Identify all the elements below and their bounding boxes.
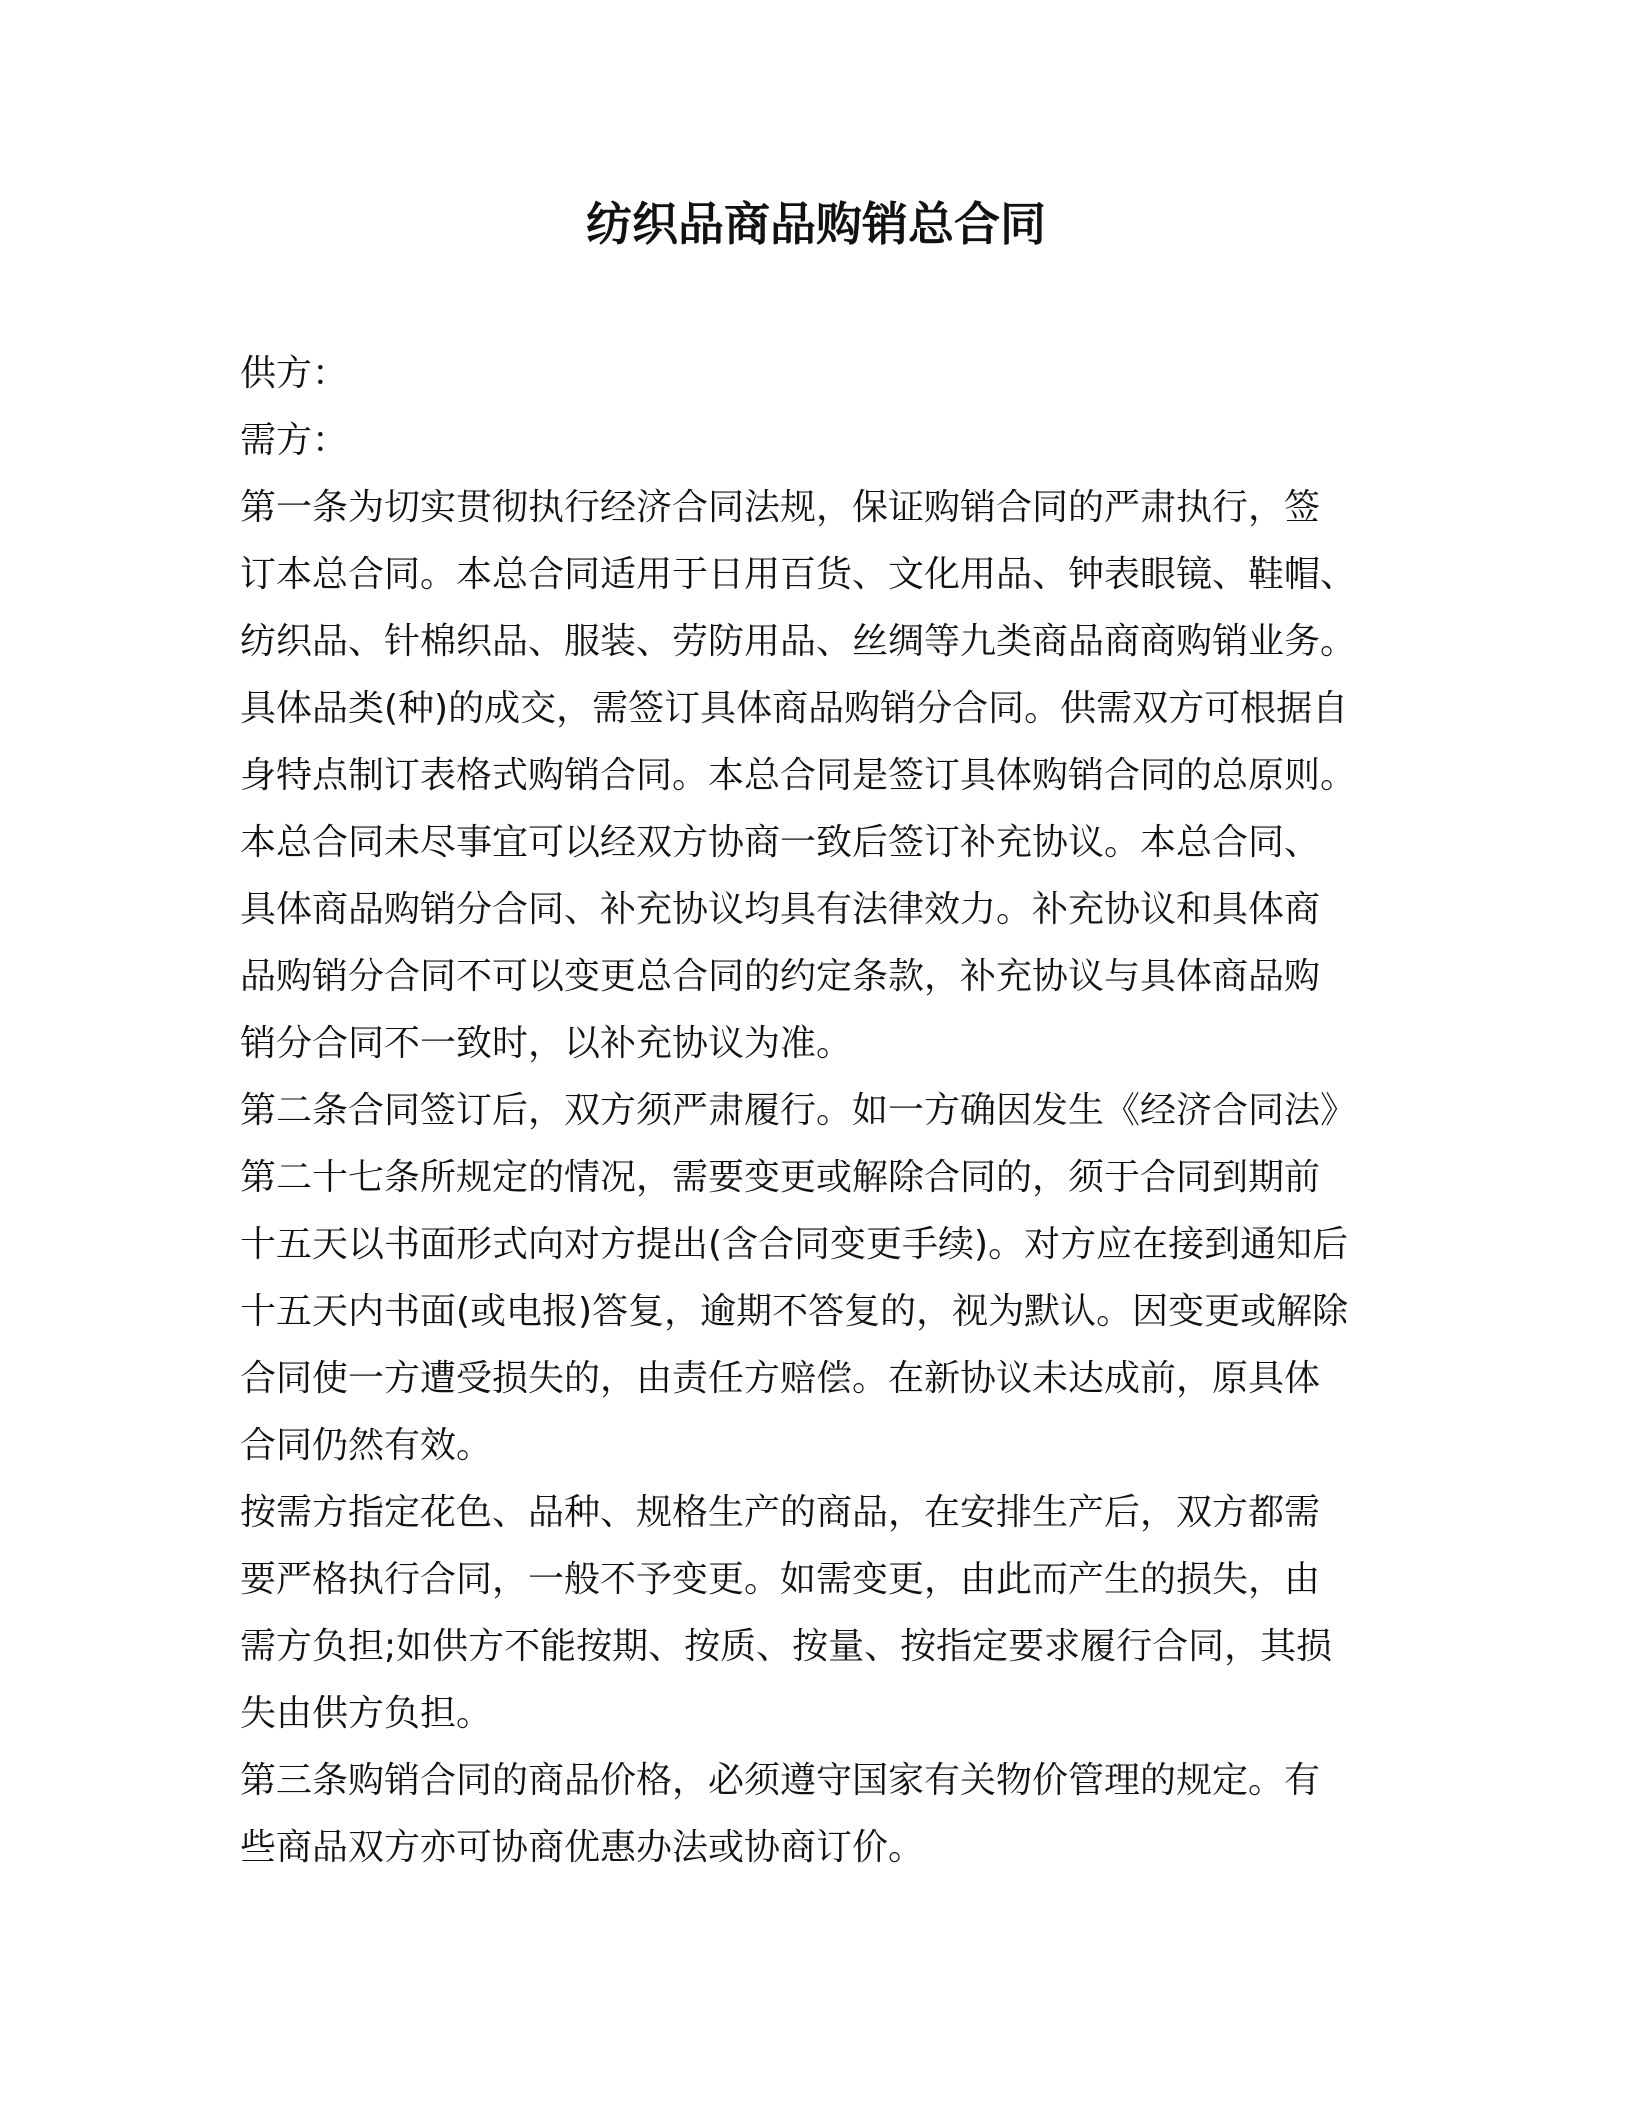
body-line: 订本总合同。本总合同适用于日用百货、文化用品、钟表眼镜、鞋帽、: [240, 554, 1357, 595]
body-line: 合同仍然有效。: [240, 1425, 493, 1466]
body-line: 第二条合同签订后，双方须严肃履行。如一方确因发生《经济合同法》: [240, 1090, 1357, 1131]
body-line: 十五天内书面(或电报)答复，逾期不答复的，视为默认。因变更或解除: [240, 1291, 1349, 1332]
body-line: 本总合同未尽事宜可以经双方协商一致后签订补充协议。本总合同、: [240, 822, 1321, 863]
body-line: 具体商品购销分合同、补充协议均具有法律效力。补充协议和具体商: [240, 889, 1321, 930]
body-line: 合同使一方遭受损失的，由责任方赔偿。在新协议未达成前，原具体: [240, 1358, 1321, 1399]
body-line: 失由供方负担。: [240, 1693, 493, 1734]
body-line: 第三条购销合同的商品价格，必须遵守国家有关物价管理的规定。有: [240, 1760, 1321, 1801]
body-line: 供方：: [240, 353, 349, 394]
body-line: 第一条为切实贯彻执行经济合同法规，保证购销合同的严肃执行，签: [240, 487, 1321, 528]
body-line: 需方：: [240, 420, 349, 461]
body-line: 需方负担;如供方不能按期、按质、按量、按指定要求履行合同，其损: [240, 1626, 1333, 1667]
body-line: 纺织品、针棉织品、服装、劳防用品、丝绸等九类商品商商购销业务。: [240, 621, 1357, 662]
body-line: 身特点制订表格式购销合同。本总合同是签订具体购销合同的总原则。: [240, 755, 1357, 796]
body-line: 第二十七条所规定的情况，需要变更或解除合同的，须于合同到期前: [240, 1157, 1321, 1198]
body-line: 具体品类(种)的成交，需签订具体商品购销分合同。供需双方可根据自: [240, 688, 1349, 729]
body-line: 十五天以书面形式向对方提出(含合同变更手续)。对方应在接到通知后: [240, 1224, 1349, 1265]
body-line: 要严格执行合同，一般不予变更。如需变更，由此而产生的损失，由: [240, 1559, 1321, 1600]
body-line: 销分合同不一致时，以补充协议为准。: [240, 1023, 853, 1064]
body-line: 些商品双方亦可协商优惠办法或协商订价。: [240, 1827, 925, 1868]
document-body: [240, 340, 1400, 1881]
body-line: 按需方指定花色、品种、规格生产的商品，在安排生产后，双方都需: [240, 1492, 1321, 1533]
body-line: 品购销分合同不可以变更总合同的约定条款，补充协议与具体商品购: [240, 956, 1321, 997]
document-title: 纺织品商品购销总合同: [586, 197, 1046, 251]
